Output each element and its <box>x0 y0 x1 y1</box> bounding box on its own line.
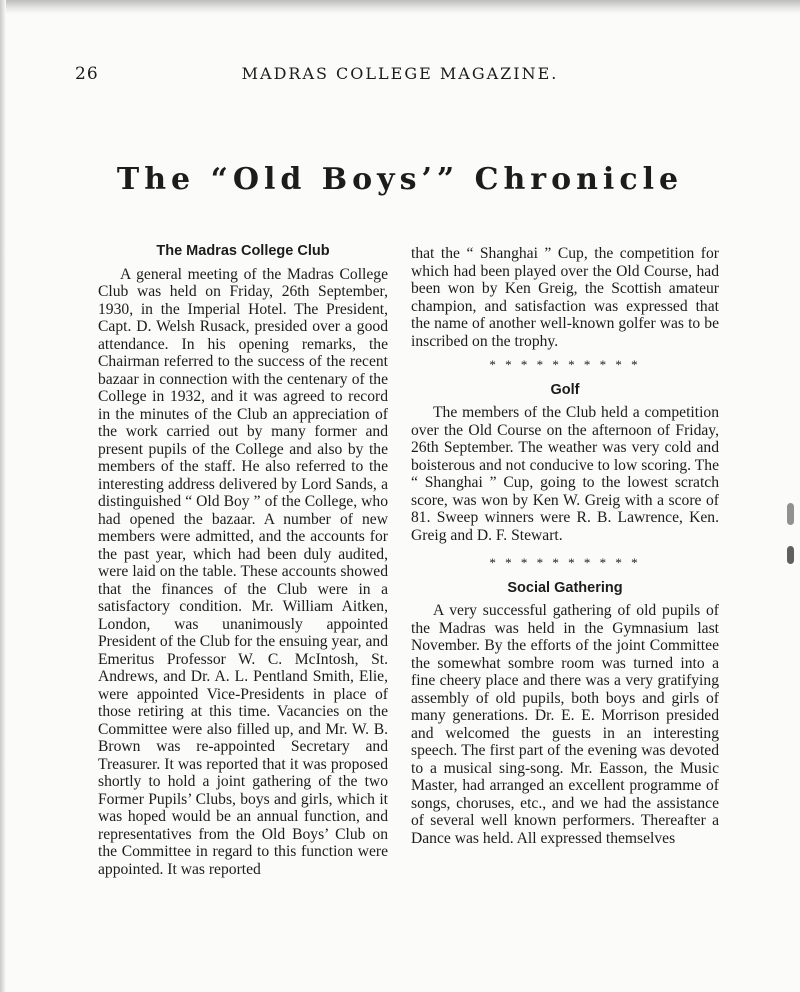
chronicle-title: The “Old Boys’” Chronicle <box>116 162 684 197</box>
running-head: MADRAS COLLEGE MAGAZINE. <box>241 64 559 83</box>
page-number: 26 <box>75 64 99 84</box>
left-column <box>98 243 388 878</box>
club-heading: The Madras College Club <box>156 243 330 259</box>
social-gathering-heading: Social Gathering <box>507 579 623 596</box>
margin-ink-mark <box>787 503 794 525</box>
social-gathering-paragraph: A very successful gathering of old pupils of the Madras was held in the Gymnasium last November. By the efforts of the joint Committee the somewhat sombre room was turned into a fine cheery place and there was a very gratifying assembly of old pupils, both boys and girls of many generations. Dr. E. E. Morrison presided and welcomed the guests in an interesting speech. The first part of the evening was devoted to a musical sing-song. Mr. Easson, the Music Master, had arranged an excellent programme of songs, choruses, etc., and we had the assistance of several well known performers. Thereafter a Dance was held. All expressed themselves <box>411 602 719 847</box>
section-separator: * * * * * * * * * * <box>489 357 641 372</box>
page-top-edge <box>0 0 800 14</box>
margin-ink-mark <box>787 546 794 564</box>
golf-heading: Golf <box>550 381 580 398</box>
page-left-edge <box>0 0 6 992</box>
golf-paragraph: The members of the Club held a competition over the Old Course on the afternoon of Friday, 26th September. The weather was very cold and boisterous and not conducive to low scoring. The “ Shanghai ” Cup, going to the lowest scratch score, was won by Ken W. Greig with a score of 81. Sweep winners were R. B. Lawrence, Ken. Greig and D. F. Stewart. <box>411 404 719 544</box>
section-separator: * * * * * * * * * * <box>489 555 641 570</box>
club-continuation: that the “ Shanghai ” Cup, the competition for which had been played over the Old Course, had been won by Ken Greig, the Scottish amateur champion, and satisfaction was expressed that the name of another well-known golfer was to be inscribed on the trophy. <box>411 245 719 350</box>
club-paragraph: A general meeting of the Madras College Club was held on Friday, 26th September, 1930, in the Imperial Hotel. The President, Capt. D. Welsh Rusack, presided over a good attendance. In his opening remarks, the Chairman referred to the success of the recent bazaar in connection with the centenary of the College in 1932, and it was agreed to record in the minutes of the Club an appreciation of the work carried out by many former and present pupils of the College and also by the members of the staff. He also referred to the interesting address delivered by Lord Sands, a distinguished “ Old Boy ” of the College, who had opened the bazaar. A number of new members were admitted, and the accounts for the past year, which had been duly audited, were laid on the table. These accounts showed that the finances of the Club were in a satisfactory condition. Mr. William Aitken, London, was unanimously appointed President of the Club for the ensuing year, and Emeritus Professor W. C. McIntosh, St. Andrews, and Dr. A. L. Pentland Smith, Elie, were appointed Vice-Presidents in place of those retiring at this time. Vacancies on the Committee were also filled up, and Mr. W. B. Brown was re-appointed Secretary and Treasurer. It was reported that it was proposed shortly to hold a joint gathering of the two Former Pupils’ Clubs, boys and girls, which it was hoped would be an annual function, and representatives from the Old Boys’ Club on the Committee in regard to this function were appointed. It was reported <box>98 265 388 878</box>
right-column <box>411 245 719 847</box>
